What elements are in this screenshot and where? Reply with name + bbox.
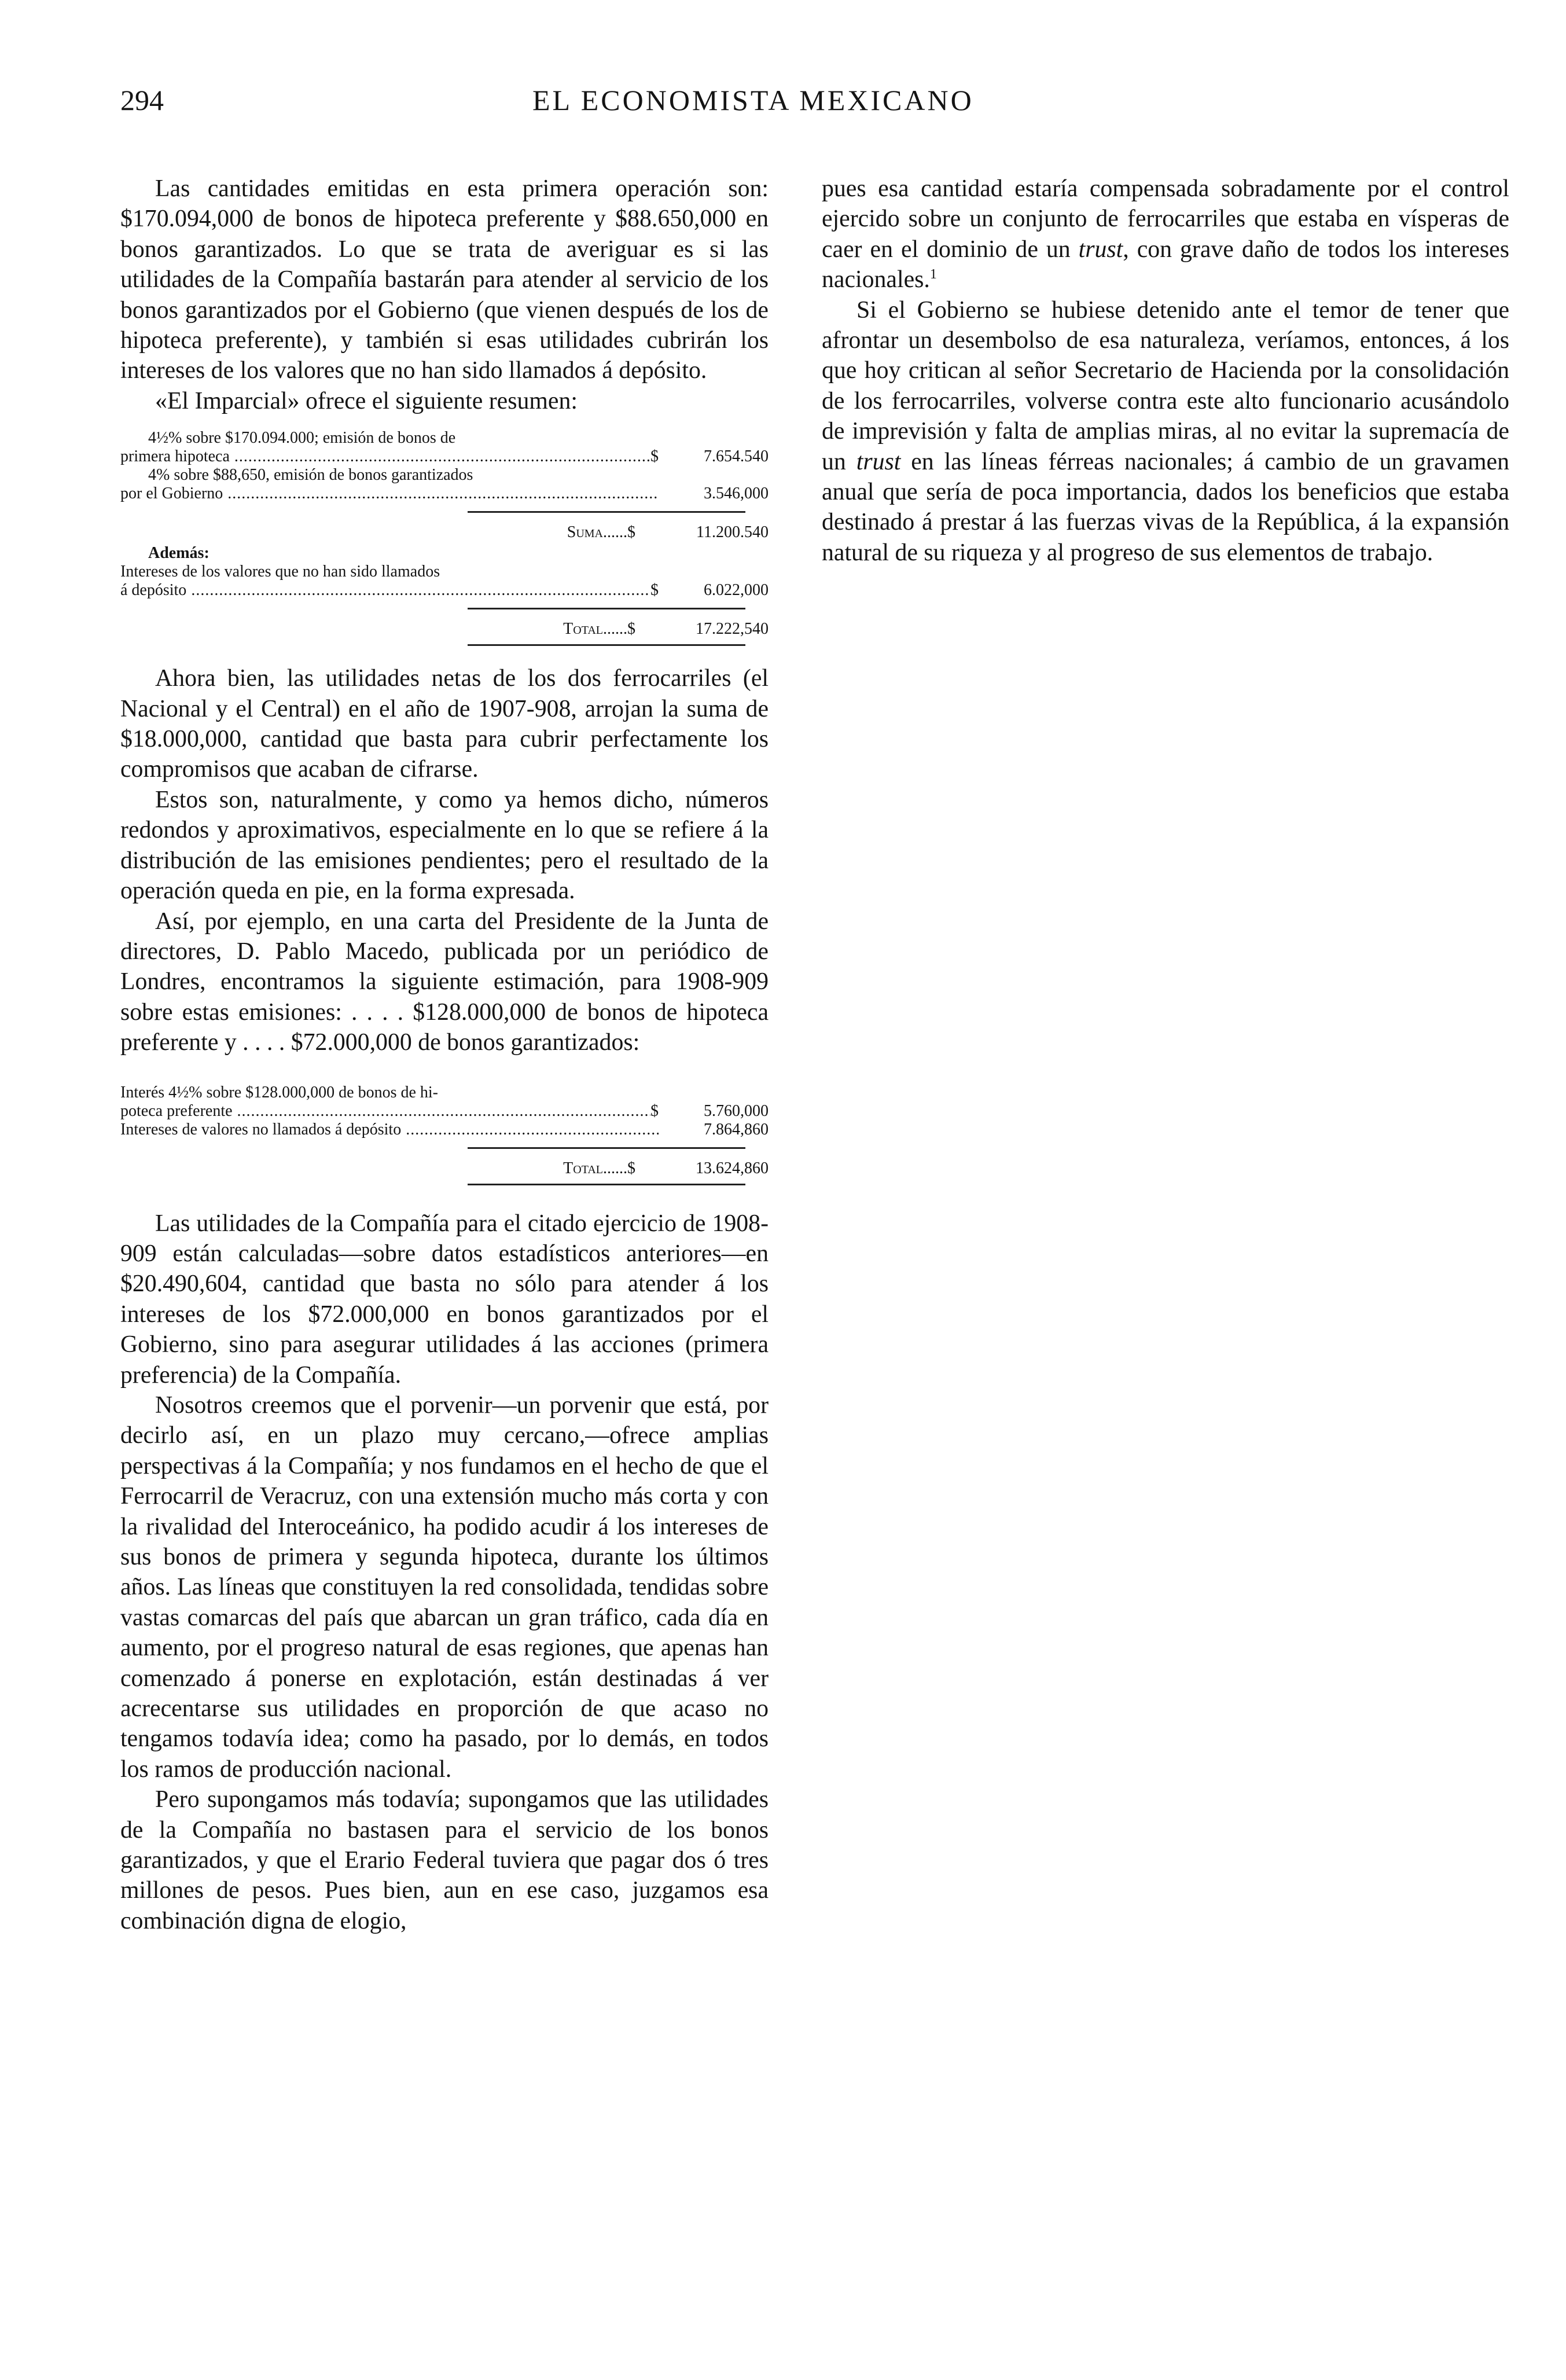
- paragraph: Ahora bien, las utilidades netas de los dos ferrocarriles (el Nacional y el Central) en el año de 1907-908, arrojan la suma de $18.000,000, cantidad que basta para cubrir perfectamente los compromisos que acaban de cifrarse.: [120, 665, 769, 783]
- table-row: 4% sobre $88,650, emisión de bonos garantizados: [148, 466, 473, 484]
- divider: [468, 1184, 745, 1185]
- divider: [468, 511, 745, 513]
- left-column: [120, 174, 769, 1936]
- right-column: [822, 174, 1509, 568]
- paragraph: Pero supongamos más todavía; supongamos que las utilidades de la Compañía no bastasen para el servicio de los bonos garantizados, y que el Erario Federal tuviera que pagar dos ó tres millones de pesos. Pues bien, aun en ese caso, juzgamos esa combinación digna de elogio,: [120, 1786, 769, 1934]
- paragraph: pues esa cantidad estaría compensada sobradamente por el control ejercido sobre un conjunto de ferrocarriles que estaba en vísperas de caer en el dominio de un trust, con grave daño de todos los intereses nacionales.$^1$: [822, 175, 1509, 293]
- paragraph: Las utilidades de la Compañía para el citado ejercicio de 1908-909 están calculadas—sobre datos estadísticos anteriores—en $20.490,604, cantidad que basta no sólo para atender á los intereses de los $72.000,000 en bonos garantizados por el Gobierno, sino para asegurar utilidades á las acciones (primera preferencia) de la Compañía.: [120, 1210, 769, 1389]
- paragraph: Así, por ejemplo, en una carta del Presidente de la Junta de directores, D. Pablo Macedo, publicada por un periódico de Londres, encontramos la siguiente estimación, para 1908-909 sobre estas emisiones: . . . . $128.000,000 de bonos de hipoteca preferente y . . . . $72.000,000 de bonos garantizados:: [120, 908, 769, 1056]
- total-row: Total......$ 13.624,860: [563, 1159, 769, 1177]
- table-row: á depósito ..... $ 6.022,000: [120, 581, 769, 600]
- table-row: primera hipoteca ..... $ 7.654.540: [120, 447, 769, 466]
- estimate-table-macedo: [120, 1084, 769, 1185]
- table-row: poteca preferente ..... $ 5.760,000: [120, 1102, 769, 1121]
- table-row: Intereses de los valores que no han sido llamados: [120, 563, 440, 581]
- summary-table-imparcial: [120, 429, 769, 646]
- table-row: por el Gobierno ..... 3.546,000: [120, 484, 769, 503]
- paragraph: Nosotros creemos que el porvenir—un porvenir que está, por decirlo así, en un plazo muy cercano,—ofrece amplias perspectivas á la Compañía; y nos fundamos en el hecho de que el Ferrocarril de Veracruz, con una extensión mucho más corta y con la rivalidad del Interoceánico, ha podido acudir á los intereses de sus bonos de primera y segunda hipoteca, durante los últimos años. Las líneas que constituyen la red consolidada, tendidas sobre vastas comarcas del país que abarcan un gran tráfico, cada día en aumento, por el progreso natural de esas regiones, que apenas han comenzado á ponerse en explotación, están destinadas á ver acrecentarse sus utilidades en proporción de que acaso no tengamos todavía idea; como ha pasado, por lo demás, en todos los ramos de producción nacional.: [120, 1391, 769, 1783]
- page-header-title: EL ECONOMISTA MEXICANO: [532, 84, 974, 116]
- paragraph: «El Imparcial» ofrece el siguiente resumen:: [155, 387, 578, 414]
- footnote-marker: 1: [929, 267, 937, 282]
- table-row: 4½% sobre $170.094.000; emisión de bonos de: [148, 429, 456, 447]
- paragraph: Si el Gobierno se hubiese detenido ante el temor de tener que afrontar un desembolso de esa naturaleza, veríamos, entonces, á los que hoy critican al señor Secretario de Hacienda por la consolidación de los ferrocarriles, volverse contra este alto funcionario acusándolo de imprevisión y falta de amplias miras, al no evitar la supremacía de un trust en las líneas férreas nacionales; á cambio de un gravamen anual que sería de poca importancia, dados los beneficios que estaba destinado á prestar á las fuerzas vivas de la República, á la expansión natural de su riqueza y al progreso de sus elementos de trabajo.: [822, 296, 1509, 566]
- table-row: Además:: [148, 544, 209, 563]
- sum-row: Suma......$ 11.200.540: [567, 523, 769, 542]
- divider: [468, 1147, 745, 1149]
- paragraph: Estos son, naturalmente, y como ya hemos dicho, números redondos y aproximativos, especialmente en lo que se refiere á la distribución de las emisiones pendientes; pero el resultado de la operación queda en pie, en la forma expresada.: [120, 786, 769, 905]
- divider: [468, 608, 745, 609]
- paragraph: Las cantidades emitidas en esta primera operación son: $170.094,000 de bonos de hipoteca preferente y $88.650,000 en bonos garantizados. Lo que se trata de averiguar es si las utilidades de la Compañía bastarán para atender al servicio de los bonos garantizados por el Gobierno (que vienen después de los de hipoteca preferente), y también si esas utilidades cubrirán los intereses de los valores que no han sido llamados á depósito.: [120, 175, 769, 384]
- table-row: Interés 4½% sobre $128.000,000 de bonos de hi-: [120, 1083, 439, 1101]
- page-number: 294: [120, 84, 164, 116]
- divider: [468, 644, 745, 646]
- table-row: Intereses de valores no llamados á depósito ..... 7.864,860: [120, 1121, 769, 1139]
- total-row: Total......$ 17.222,540: [563, 620, 769, 638]
